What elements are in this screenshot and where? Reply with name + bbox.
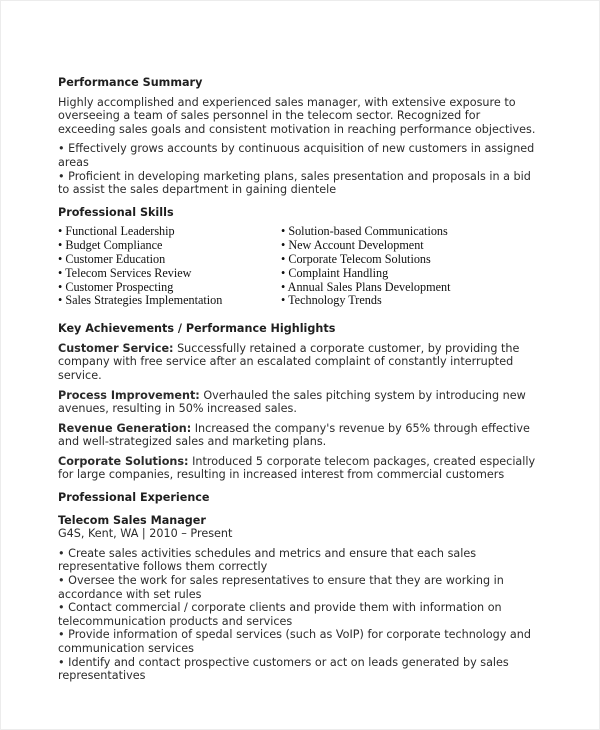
skill-item: • Technology Trends: [281, 293, 382, 308]
skill-item: • Customer Prospecting: [58, 279, 174, 294]
achievement-text: Increased the company's revenue by 65% through effective and well-strategized sales and marketing plans.: [58, 421, 530, 449]
skills-left-column: [58, 225, 281, 308]
skill-item: • Functional Leadership: [58, 224, 175, 239]
skill-item: • New Account Development: [281, 238, 424, 253]
skills-right-column: [281, 225, 504, 308]
achievement-text: Overhauled the sales pitching system by introducing new avenues, resulting in 50% increased sales.: [58, 388, 526, 416]
skill-item: • Telecom Services Review: [58, 265, 192, 280]
achievement-label: Process Improvement:: [58, 388, 200, 402]
achievement-item: [58, 342, 538, 383]
professional-experience-heading: Professional Experience: [58, 491, 210, 505]
performance-summary-heading: Performance Summary: [58, 76, 203, 89]
skill-item: • Budget Compliance: [58, 238, 163, 253]
skill-item: • Sales Strategies Implementation: [58, 293, 223, 308]
experience-bullet: • Provide information of spedal services (such as VoIP) for corporate technology and communication services: [58, 628, 531, 655]
summary-paragraph: Highly accomplished and experienced sales manager, with extensive exposure to overseeing a team of sales personnel in the telecom sector. Recognized for exceeding sales goals and consistent motivation in reaching performance objectives.: [58, 95, 536, 136]
skill-item: • Complaint Handling: [281, 265, 389, 280]
achievement-item: [58, 455, 538, 482]
summary-bullet: • Effectively grows accounts by continuous acquisition of new customers in assigned areas: [58, 142, 535, 169]
achievement-label: Revenue Generation:: [58, 421, 192, 435]
achievement-item: [58, 389, 538, 416]
skill-item: • Solution-based Communications: [281, 224, 448, 239]
achievement-label: Customer Service:: [58, 341, 174, 355]
achievement-label: Corporate Solutions:: [58, 454, 189, 468]
skills-list: [58, 225, 538, 308]
skill-item: • Annual Sales Plans Development: [281, 279, 451, 294]
achievement-text: Successfully retained a corporate customer, by providing the company with free service after an escalated complaint of constantly interrupted service.: [58, 341, 520, 382]
experience-bullet: • Identify and contact prospective customers or act on leads generated by sales representatives: [58, 655, 509, 683]
skill-item: • Corporate Telecom Solutions: [281, 251, 431, 266]
experience-bullet: • Create sales activities schedules and metrics and ensure that each sales representative follows them correctly: [58, 546, 477, 574]
resume-content: [58, 76, 538, 683]
experience-bullet: • Oversee the work for sales representatives to ensure that they are working in accordance with set rules: [58, 574, 504, 601]
job-title: Telecom Sales Manager: [58, 513, 206, 527]
summary-bullet: • Proficient in developing marketing plans, sales presentation and proposals in a bid to assist the sales department in gaining dientele: [58, 169, 531, 197]
job-meta: G4S, Kent, WA | 2010 – Present: [58, 527, 233, 541]
professional-skills-heading: Professional Skills: [58, 205, 174, 219]
skill-item: • Customer Education: [58, 251, 166, 266]
key-achievements-heading: Key Achievements / Performance Highlights: [58, 322, 336, 336]
achievement-item: [58, 422, 538, 449]
experience-bullet: • Contact commercial / corporate clients and provide them with information on telecommunication products and services: [58, 601, 502, 628]
achievement-text: Introduced 5 corporate telecom packages, created especially for large companies, resulting in increased interest from commercial customers: [58, 454, 536, 482]
